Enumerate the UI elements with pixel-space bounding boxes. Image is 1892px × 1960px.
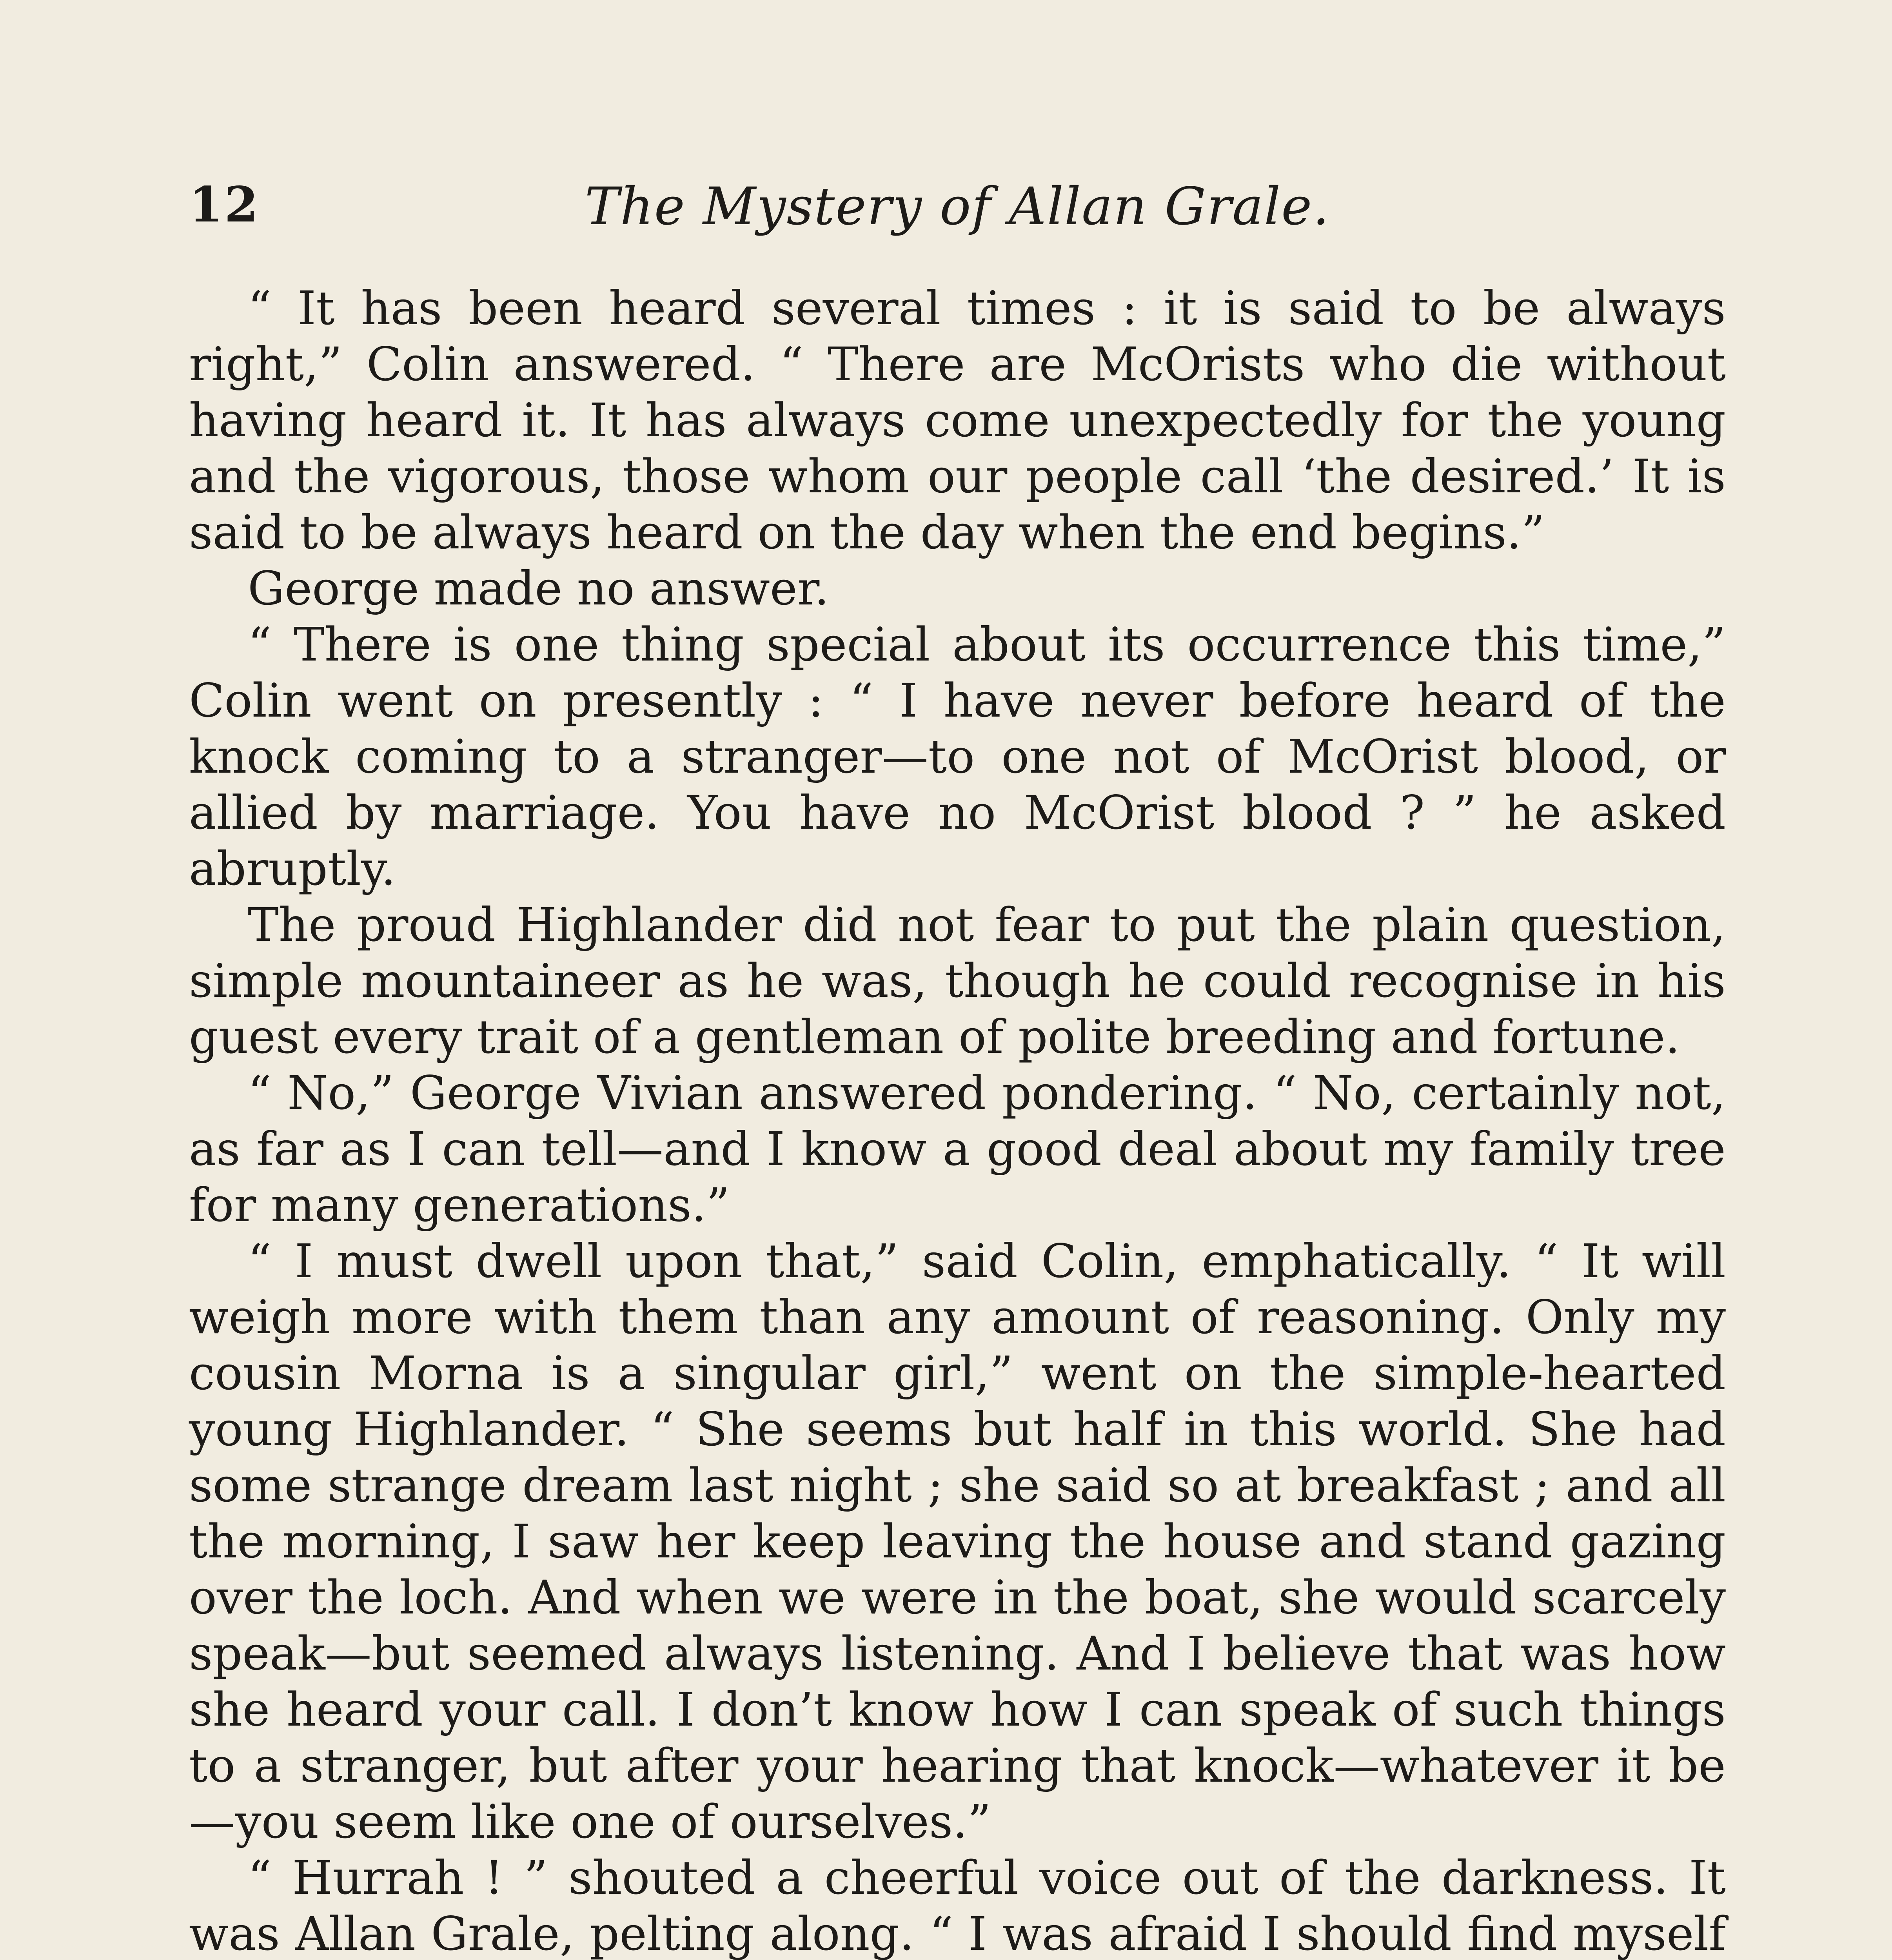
paragraph: “ It has been heard several times : it is said to be always right,” Colin answered. “ There are McOrists who die without having heard it. It has always come unexpectedly for the young and the vigorous, those whom our people call ‘the desired.’ It is said to be always heard on the day when the end begins.”: [189, 281, 1726, 559]
page-header: [189, 169, 1726, 247]
paragraph: “ Hurrah ! ” shouted a cheerful voice out of the darkness. It was Allan Grale, pelting along. “ I was afraid I should find myself: [189, 1851, 1726, 1960]
paragraph: “ There is one thing special about its occurrence this time,” Colin went on presently : “ I have never before heard of the knock coming to a stranger—to one not of McOrist blood, or allied by marriage. You have no McOrist blood ? ” he asked abruptly.: [189, 617, 1726, 896]
paragraph: “ I must dwell upon that,” said Colin, emphatically. “ It will weigh more with them than any amount of reasoning. Only my cousin Morna is a singular girl,” went on the simple-hearted young Highlander. “ She seems but half in this world. She had some strange dream last night ; she said so at breakfast ; and all the morning, I saw her keep leaving the house and stand gazing over the loch. And when we were in the boat, she would scarcely speak—but seemed always listening. And I believe that was how she heard your call. I don’t know how I can speak of such things to a stranger, but after your hearing that knock—whatever it be—you seem like one of ourselves.”: [189, 1234, 1726, 1849]
paragraph: The proud Highlander did not fear to put the plain question, simple mountaineer as he was, though he could recognise in his guest every trait of a gentleman of polite breeding and fortune.: [189, 898, 1726, 1064]
page-number: 12: [189, 176, 260, 233]
running-title: The Mystery of Allan Grale.: [585, 176, 1330, 237]
body-text: [189, 280, 1726, 1960]
paragraph: “ No,” George Vivian answered pondering. “ No, certainly not, as far as I can tell—and I know a good deal about my family tree for many generations.”: [189, 1066, 1726, 1232]
paragraph: George made no answer.: [248, 561, 829, 615]
